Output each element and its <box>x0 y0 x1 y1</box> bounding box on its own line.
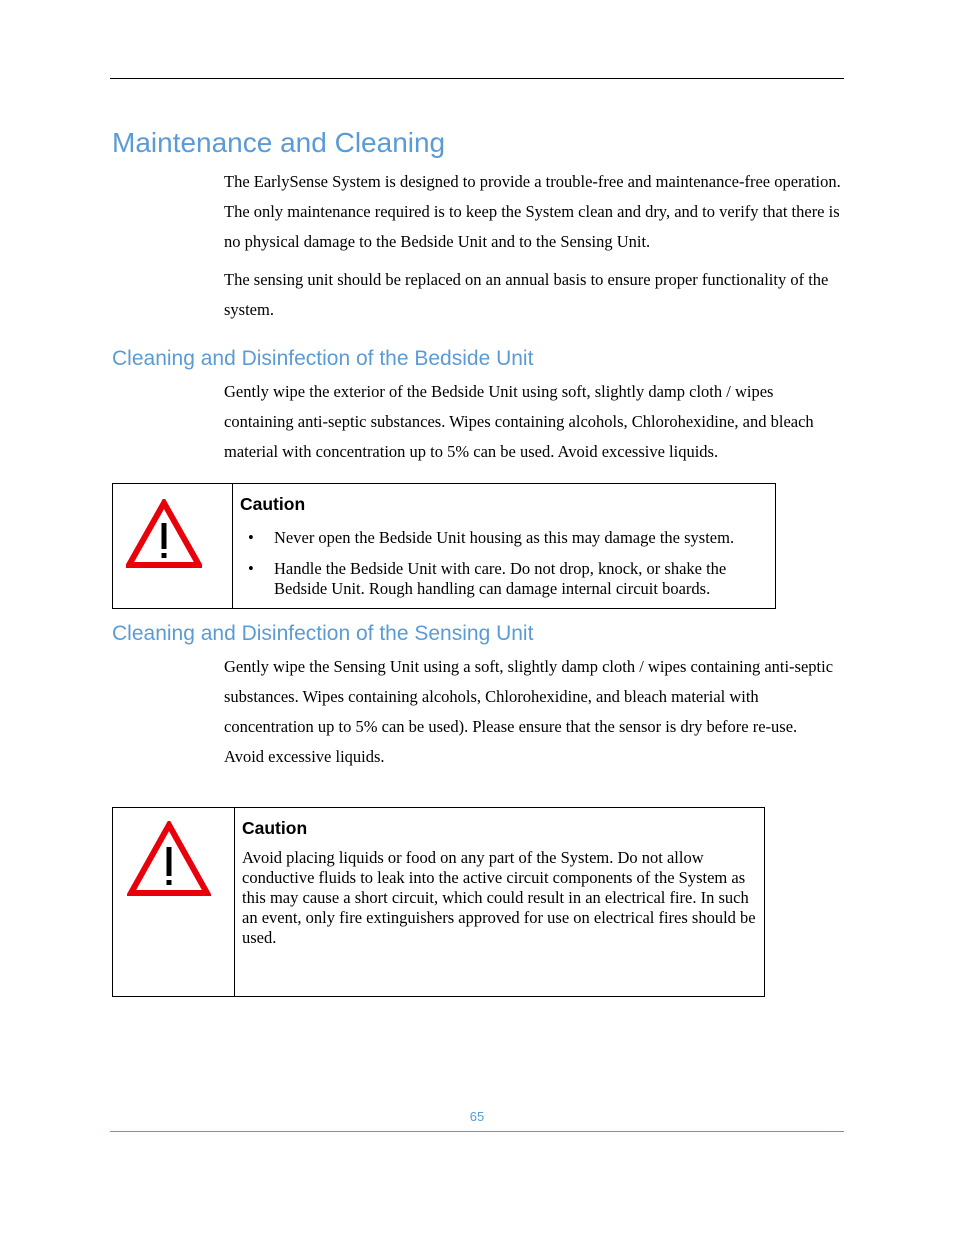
section-heading-bedside-unit: Cleaning and Disinfection of the Bedside Unit <box>112 347 534 370</box>
caution-box <box>112 807 765 997</box>
caution-icon-cell <box>113 484 233 608</box>
caution-icon-cell <box>113 808 235 996</box>
caution-text-cell <box>234 808 764 996</box>
caution-title: Caution <box>240 494 306 514</box>
section-paragraph: Gently wipe the exterior of the Bedside Unit using soft, slightly damp cloth / wipes containing anti-septic substances. Wipes containing alcohols, Chlorohexidine, and bleach material with concentration up to 5% can be used. Avoid excessive liquids. <box>224 382 814 461</box>
header-rule <box>110 78 844 79</box>
section-paragraph: Gently wipe the Sensing Unit using a soft, slightly damp cloth / wipes containing anti-septic substances. Wipes containing alcohols, Chlorohexidine, and bleach material with concentration up to 5% can be used). Please ensure that the sensor is dry before re-use. Avoid excessive liquids. <box>224 657 834 766</box>
page-title: Maintenance and Cleaning <box>112 127 446 158</box>
page-number: 65 <box>469 1109 485 1124</box>
caution-text-cell <box>232 484 775 608</box>
caution-box <box>112 483 776 609</box>
list-item: • Handle the Bedside Unit with care. Do not drop, knock, or shake the Bedside Unit. Rough handling can damage internal circuit boards. <box>248 559 727 598</box>
caution-text: Avoid placing liquids or food on any part of the System. Do not allow conductive fluids to leak into the active circuit components of the System as this may cause a short circuit, which could result in an electrical fire. In such an event, only fire extinguishers approved for use on electrical fires should be used. <box>242 848 756 947</box>
list-item: • Never open the Bedside Unit housing as this may damage the system. <box>248 528 735 547</box>
warning-triangle-icon <box>126 499 202 569</box>
intro-paragraph: The EarlySense System is designed to provide a trouble-free and maintenance-free operation. The only maintenance required is to keep the System clean and dry, and to verify that there is no physical damage to the Bedside Unit and to the Sensing Unit. <box>224 172 841 251</box>
footer-rule <box>110 1131 844 1132</box>
section-heading-sensing-unit: Cleaning and Disinfection of the Sensing Unit <box>112 622 534 645</box>
caution-list <box>240 528 760 599</box>
warning-triangle-icon <box>127 821 211 897</box>
intro-paragraph: The sensing unit should be replaced on an annual basis to ensure proper functionality of the system. <box>224 270 829 319</box>
caution-title: Caution <box>242 818 308 838</box>
